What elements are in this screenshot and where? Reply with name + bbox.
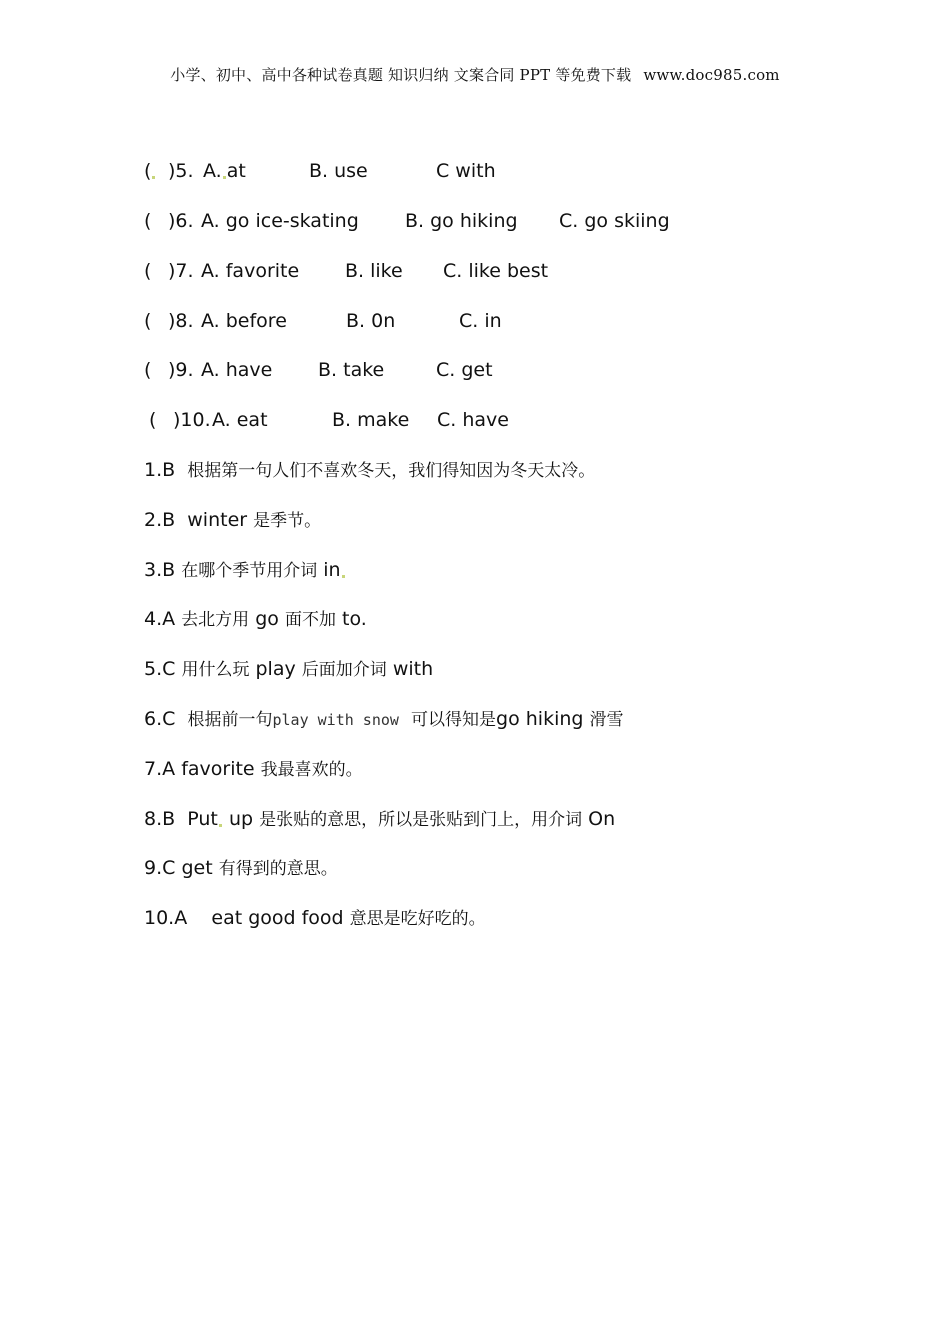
answer-1 <box>144 456 595 484</box>
highlight-mark <box>342 575 345 578</box>
question-number: )6. <box>168 210 194 232</box>
answer-8 <box>144 805 615 833</box>
answer-word-2: up <box>228 808 254 830</box>
option-a: A. before <box>201 310 287 332</box>
answer-4 <box>144 605 367 633</box>
option-c: C. go skiing <box>559 210 670 232</box>
option-c: C. have <box>437 409 509 431</box>
answer-word: Put <box>187 808 218 830</box>
header-site: www.doc985.com <box>643 66 780 84</box>
answer-3 <box>144 556 346 584</box>
answer-paren: ( <box>144 359 152 381</box>
option-a: A. at <box>203 160 246 182</box>
option-a: A. go ice-skating <box>201 210 359 232</box>
answer-word-2: to. <box>342 608 367 630</box>
answer-paren: ( <box>144 310 152 332</box>
question-number: )9. <box>168 359 194 381</box>
answer-word: eat good food <box>211 907 344 929</box>
answer-paren: ( <box>149 409 157 431</box>
answer-key: 8.B <box>144 808 176 830</box>
question-number: )8. <box>168 310 194 332</box>
answer-paren: ( <box>144 157 168 185</box>
answer-explanation: 去北方用 <box>181 610 250 630</box>
answer-explanation: 有得到的意思。 <box>218 859 338 879</box>
answer-paren: ( <box>144 210 152 232</box>
answer-explanation: 在哪个季节用介词 <box>181 561 318 581</box>
answer-word-2: with <box>392 658 434 680</box>
question-10 <box>149 406 509 434</box>
option-b: B. make <box>332 409 410 431</box>
answer-explanation-2: 可以得知是 <box>411 710 497 730</box>
answer-explanation: 意思是吃好吃的。 <box>349 909 486 929</box>
answer-word: play <box>255 658 296 680</box>
answer-explanation-2: 后面加介词 <box>301 660 387 680</box>
answer-word: winter <box>187 509 248 531</box>
question-number: )7. <box>168 260 194 282</box>
question-8 <box>144 307 502 335</box>
question-number: )5. <box>168 160 194 182</box>
answer-9 <box>144 854 338 882</box>
answer-explanation: 是季节。 <box>253 511 322 531</box>
answer-explanation: 根据前一句 <box>187 710 273 730</box>
option-b: B. take <box>318 359 385 381</box>
question-number: )10. <box>173 409 211 431</box>
answer-5 <box>144 655 433 683</box>
answer-explanation: 是张贴的意思，所以是张贴到门上，用介词 <box>259 810 583 830</box>
header-text: 小学、初中、高中各种试卷真题 知识归纳 文案合同 PPT 等免费下载 <box>170 66 632 84</box>
answer-2 <box>144 506 321 534</box>
option-c: C with <box>436 160 496 182</box>
option-b: B. like <box>345 260 403 282</box>
answer-key: 2.B <box>144 509 176 531</box>
option-c: C. in <box>459 310 502 332</box>
answer-word: favorite <box>181 758 255 780</box>
highlight-mark <box>219 824 222 827</box>
answer-10 <box>144 904 486 932</box>
option-b: B. use <box>309 160 368 182</box>
answer-6 <box>144 705 624 733</box>
answer-key: 6.C <box>144 708 176 730</box>
answer-explanation-2: 面不加 <box>284 610 336 630</box>
answer-explanation-3: 滑雪 <box>589 710 624 730</box>
answer-key: 1.B <box>144 459 176 481</box>
page-header <box>0 64 950 85</box>
answer-word: go hiking <box>496 708 584 730</box>
answer-key: 7.A <box>144 758 176 780</box>
highlight-mark <box>152 176 155 179</box>
option-a: A. favorite <box>201 260 300 282</box>
answer-7 <box>144 755 363 783</box>
answer-word-3: On <box>588 808 616 830</box>
answer-key: 5.C <box>144 658 176 680</box>
answer-explanation: 我最喜欢的。 <box>260 760 363 780</box>
answer-key: 3.B <box>144 559 176 581</box>
option-b: B. 0n <box>346 310 396 332</box>
highlight-mark <box>223 176 226 179</box>
answer-explanation: 根据第一句人们不喜欢冬天，我们得知因为冬天太冷。 <box>187 461 596 481</box>
option-a: A. have <box>201 359 273 381</box>
answer-paren: ( <box>144 260 152 282</box>
answer-explanation: 用什么玩 <box>181 660 250 680</box>
question-9 <box>144 356 493 384</box>
answer-key: 4.A <box>144 608 176 630</box>
answer-key: 9.C <box>144 857 176 879</box>
option-b: B. go hiking <box>405 210 518 232</box>
question-7 <box>144 257 549 285</box>
answer-key: 10.A <box>144 907 188 929</box>
option-a: A. eat <box>212 409 268 431</box>
answer-word: in <box>323 559 341 581</box>
question-6 <box>144 207 670 235</box>
answer-word: go <box>255 608 279 630</box>
answer-word: get <box>181 857 213 879</box>
question-5 <box>144 157 496 185</box>
answer-phrase: play with snow <box>272 711 399 729</box>
option-c: C. like best <box>443 260 549 282</box>
option-c: C. get <box>436 359 493 381</box>
